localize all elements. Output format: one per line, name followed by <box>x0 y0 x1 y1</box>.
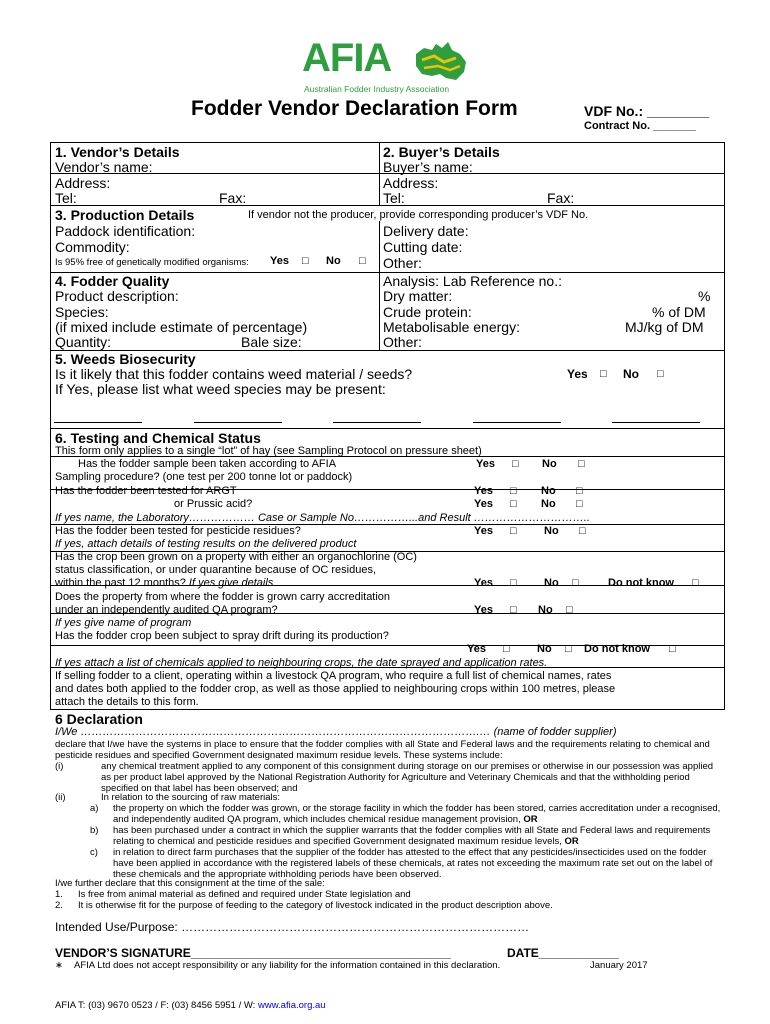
spray-dnk-checkbox[interactable]: □ <box>669 643 676 655</box>
vdf-number[interactable]: VDF No.: ________ <box>584 103 710 119</box>
vendor-tel-field[interactable]: Tel: <box>55 190 77 206</box>
item-a-marker: a) <box>90 803 99 814</box>
weeds-list-prompt: If Yes, please list what weed species may be present: <box>55 381 386 397</box>
gm-yes-label: Yes <box>270 255 289 267</box>
sample-question: Has the fodder sample been taken according to AFIA <box>78 458 337 470</box>
pesticide-yes-checkbox[interactable]: □ <box>510 525 517 537</box>
qa-question-2: under an independently audited QA program? <box>55 604 278 616</box>
laboratory-line[interactable]: If yes name, the Laboratory……………… Case or Sample No……………...and Result ………………………….. <box>55 512 590 524</box>
bale-size-field[interactable]: Bale size: <box>241 334 302 350</box>
buyer-details-heading: 2. Buyer’s Details <box>383 144 500 160</box>
crude-protein-field[interactable]: Crude protein: <box>383 304 472 320</box>
lot-note: This form only applies to a single “lot” of hay (see Sampling Protocol on pressure sheet) <box>55 445 482 457</box>
production-other-field[interactable]: Other: <box>383 255 422 271</box>
prussic-yes-checkbox[interactable]: □ <box>510 498 517 510</box>
production-details-heading: 3. Production Details <box>55 207 195 223</box>
quantity-field[interactable]: Quantity: <box>55 334 112 350</box>
qa-yes-checkbox[interactable]: □ <box>510 604 517 616</box>
logo-wordmark: AFIA <box>302 36 392 80</box>
spray-yes-label: Yes <box>467 643 486 655</box>
prussic-yes-label: Yes <box>474 498 493 510</box>
vendor-name-field[interactable]: Vendor’s name: <box>55 159 153 175</box>
contract-number[interactable]: Contract No. _______ <box>584 120 696 132</box>
item-c-text: in relation to direct farm purchases that the supplier of the fodder has attested to the effect that any pesticides/insecticides used on the fodder have been applied in accordance with the registered labels of these chemicals, at rates not exceeding the maximum rate set out on the label of these chemicals and the appropriate withholding periods have been observed. <box>113 847 713 880</box>
logo-subtitle: Australian Fodder Industry Association <box>304 84 450 94</box>
cutting-date-field[interactable]: Cutting date: <box>383 239 463 255</box>
producer-vdf-note: If vendor not the producer, provide corresponding producer’s VDF No. <box>248 209 589 221</box>
energy-unit: MJ/kg of DM <box>625 319 704 335</box>
disclaimer: AFIA Ltd does not accept responsibility or any liability for the information contained in this declaration. <box>74 960 501 971</box>
gm-no-label: No <box>326 255 341 267</box>
bullet-icon: ∗ <box>55 960 63 971</box>
declaration-heading: 6 Declaration <box>55 711 143 727</box>
weeds-yes-label: Yes <box>567 367 588 381</box>
qa-no-checkbox[interactable]: □ <box>566 604 573 616</box>
argt-question: Has the fodder been tested for ARGT <box>55 485 237 497</box>
crude-protein-unit: % of DM <box>652 304 706 320</box>
qa-program-note: If yes give name of program <box>55 617 192 629</box>
delivery-date-field[interactable]: Delivery date: <box>383 223 469 239</box>
sample-yes-checkbox[interactable]: □ <box>512 458 519 470</box>
intended-use-field[interactable]: Intended Use/Purpose: …………………………………………………………………………… <box>55 920 530 934</box>
qa-client-note-2: and dates both applied to the fodder crop, as well as those applied to neighbouring crops within 100 metres, please <box>55 683 616 695</box>
buyer-name-field[interactable]: Buyer’s name: <box>383 159 473 175</box>
item-1-marker: 1. <box>55 889 63 900</box>
weeds-question: Is it likely that this fodder contains weed material / seeds? <box>55 366 413 382</box>
buyer-tel-field[interactable]: Tel: <box>383 190 405 206</box>
further-declaration: I/we further declare that this consignment at the time of the sale: <box>55 878 325 889</box>
afia-logo <box>300 36 470 94</box>
weeds-no-checkbox[interactable]: □ <box>657 368 664 380</box>
qa-client-note-3: attach the details to this form. <box>55 696 199 708</box>
spray-no-label: No <box>537 643 552 655</box>
item-a-or: OR <box>523 814 538 825</box>
item-1-text: Is free from animal material as defined and required under State legislation and <box>78 889 411 900</box>
testing-heading: 6. Testing and Chemical Status <box>55 430 261 446</box>
vendor-details-heading: 1. Vendor’s Details <box>55 144 180 160</box>
oc-question-1: Has the crop been grown on a property with either an organochlorine (OC) <box>55 551 417 563</box>
sample-no-checkbox[interactable]: □ <box>578 458 585 470</box>
lab-reference-field[interactable]: Analysis: Lab Reference no.: <box>383 273 562 289</box>
qa-no-label: No <box>538 604 553 616</box>
qa-question-1: Does the property from where the fodder is grown carry accreditation <box>55 591 391 603</box>
item-b-text: has been purchased under a contract in which the supplier warrants that the fodder complies with all State and Federal laws and requirements relating to chemical and pesticide residues and specified Government designated maximum residue levels, OR <box>113 825 711 847</box>
pesticide-yes-label: Yes <box>474 525 493 537</box>
declaration-intro: declare that I/we have the systems in place to ensure that the fodder complies with all State and Federal laws and the requirements relating to chemical and pesticide residues and specified Government designated maximum residue levels. These systems include: <box>55 739 710 761</box>
prussic-no-label: No <box>541 498 556 510</box>
pesticide-no-checkbox[interactable]: □ <box>579 525 586 537</box>
item-c-marker: c) <box>90 847 98 858</box>
argt-no-checkbox[interactable]: □ <box>576 485 583 497</box>
oc-no-label: No <box>544 577 559 589</box>
weeds-heading: 5. Weeds Biosecurity <box>55 351 196 367</box>
vendor-address-field[interactable]: Address: <box>55 175 111 191</box>
item-ii-marker: (ii) <box>55 792 66 803</box>
dry-matter-field[interactable]: Dry matter: <box>383 288 453 304</box>
argt-yes-label: Yes <box>474 485 493 497</box>
australia-map-icon <box>412 40 470 84</box>
weed-species-line[interactable] <box>54 410 142 428</box>
pesticide-note: If yes, attach details of testing results on the delivered product <box>55 538 357 550</box>
supplier-name-line[interactable]: I/We ……………………………………………………………………………………………….… (name of fodder supplier) <box>55 726 617 738</box>
species-field[interactable]: Species: <box>55 304 109 320</box>
spray-no-checkbox[interactable]: □ <box>565 643 572 655</box>
sample-procedure: Sampling procedure? (one test per 200 tonne lot or paddock) <box>55 471 353 483</box>
footer-contact: AFIA T: (03) 9670 0523 / F: (03) 8456 5951 / W: www.afia.org.au <box>55 1000 326 1011</box>
argt-no-label: No <box>541 485 556 497</box>
oc-yes-label: Yes <box>474 577 493 589</box>
item-i-marker: (i) <box>55 761 64 772</box>
weed-species-line[interactable] <box>194 410 282 428</box>
pesticide-no-label: No <box>544 525 559 537</box>
gm-no-checkbox[interactable]: □ <box>359 255 366 267</box>
vendor-fax-field[interactable]: Fax: <box>219 190 247 206</box>
weeds-no-label: No <box>623 367 639 381</box>
commodity-field[interactable]: Commodity: <box>55 239 130 255</box>
item-2-text: It is otherwise fit for the purpose of feeding to the category of livestock indicated in the product description above. <box>78 900 553 911</box>
quality-other-field[interactable]: Other: <box>383 334 422 350</box>
item-b-marker: b) <box>90 825 99 836</box>
mixed-note: (if mixed include estimate of percentage) <box>55 319 308 335</box>
vendor-signature-field[interactable]: VENDOR’S SIGNATURE_______________________________________ <box>55 946 452 960</box>
fodder-quality-heading: 4. Fodder Quality <box>55 273 170 289</box>
item-i-text: any chemical treatment applied to any component of this consignment during storage on our premises or otherwise in our possession was applied as per product label approved by the National Registration Authority for Agriculture and Veterinary Chemicals and that the withholding period specified on that label has been observed; and <box>101 761 714 794</box>
buyer-address-field[interactable]: Address: <box>383 175 439 191</box>
pesticide-question: Has the fodder been tested for pesticide residues? <box>55 525 301 537</box>
item-2-marker: 2. <box>55 900 63 911</box>
item-b-or: OR <box>564 836 579 847</box>
oc-question-2: status classification, or under quarantine because of OC residues, <box>55 564 377 576</box>
qa-client-note-1: If selling fodder to a client, operating within a livestock QA program, who require a full list of chemical names, rates <box>55 670 612 682</box>
oc-dnk-label: Do not know <box>608 577 674 589</box>
form-version: January 2017 <box>590 960 648 971</box>
sample-no-label: No <box>542 458 557 470</box>
weed-species-line[interactable] <box>473 410 561 428</box>
oc-yes-checkbox[interactable]: □ <box>510 577 517 589</box>
qa-yes-label: Yes <box>474 604 493 616</box>
sample-yes-label: Yes <box>476 458 495 470</box>
argt-yes-checkbox[interactable]: □ <box>510 485 517 497</box>
oc-details-note: If yes give details <box>188 577 274 589</box>
oc-question-3: within the past 12 months? If yes give details <box>55 577 274 589</box>
dry-matter-unit: % <box>698 288 711 304</box>
oc-no-checkbox[interactable]: □ <box>572 577 579 589</box>
weeds-yes-checkbox[interactable]: □ <box>600 368 607 380</box>
oc-dnk-checkbox[interactable]: □ <box>692 577 699 589</box>
website-link[interactable]: www.afia.org.au <box>257 1000 326 1011</box>
gm-yes-checkbox[interactable]: □ <box>302 255 309 267</box>
buyer-fax-field[interactable]: Fax: <box>547 190 575 206</box>
gm-question: Is 95% free of genetically modified organisms: <box>55 257 249 268</box>
prussic-question: or Prussic acid? <box>174 498 253 510</box>
page-title: Fodder Vendor Declaration Form <box>191 97 518 120</box>
date-field[interactable]: DATE____________ <box>507 946 619 960</box>
weed-species-line[interactable] <box>333 410 421 428</box>
spray-drift-question: Has the fodder crop been subject to spray drift during its production? <box>55 630 389 642</box>
prussic-no-checkbox[interactable]: □ <box>576 498 583 510</box>
weed-species-line[interactable] <box>612 410 700 428</box>
spray-drift-note: If yes attach a list of chemicals applied to neighbouring crops, the date sprayed and application rates. <box>55 657 548 669</box>
spray-yes-checkbox[interactable]: □ <box>503 643 510 655</box>
spray-dnk-label: Do not know <box>584 643 650 655</box>
item-a-text: the property on which the fodder was grown, or the storage facility in which the fodder has been stored, carries accreditation under a recognised, and independently audited QA program, which includes chemical residue management provision, OR <box>113 803 721 825</box>
product-description-field[interactable]: Product description: <box>55 288 179 304</box>
item-ii-text: In relation to the sourcing of raw materials: <box>101 792 281 803</box>
energy-field[interactable]: Metabolisable energy: <box>383 319 520 335</box>
paddock-field[interactable]: Paddock identification: <box>55 223 196 239</box>
